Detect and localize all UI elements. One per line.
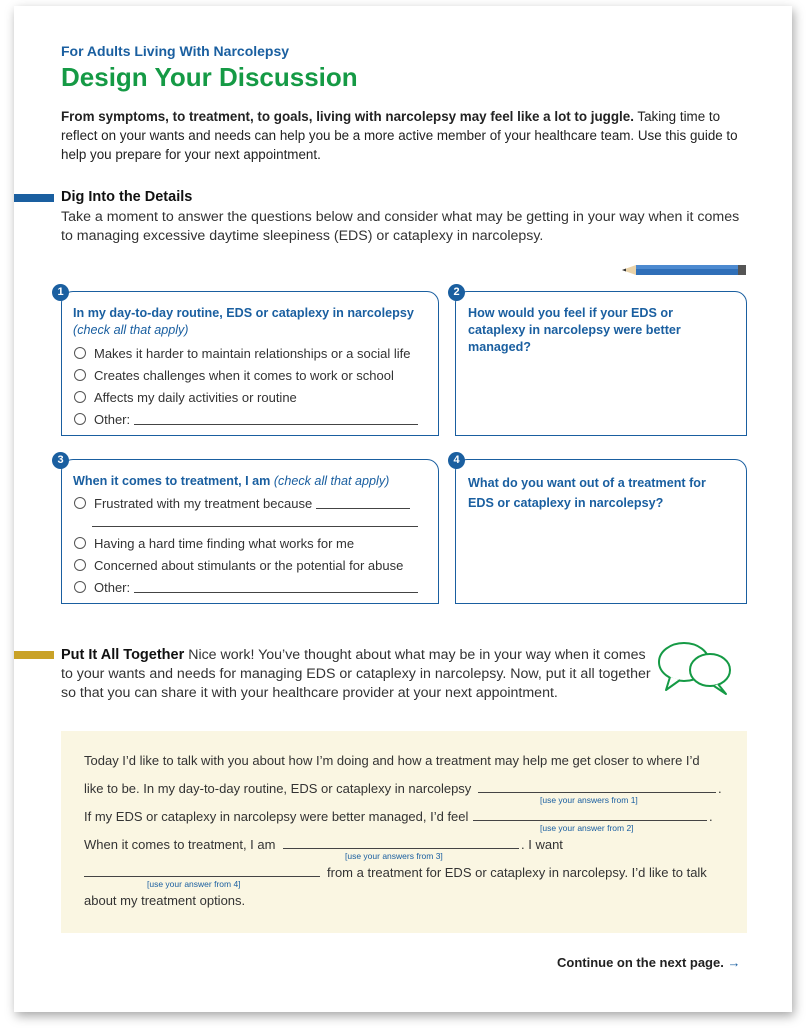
script-line-2: like to be. In my day-to-day routine, EDS or cataplexy in narcolepsy (84, 781, 472, 796)
radio-icon[interactable] (74, 369, 86, 381)
hint-4: [use your answer from 4] (147, 879, 241, 889)
q3-option[interactable] (74, 554, 424, 576)
intro-bold: From symptoms, to treatment, to goals, living with narcolepsy may feel like a lot to juggle. (61, 109, 634, 124)
radio-icon[interactable] (74, 581, 86, 593)
q3-option[interactable] (74, 492, 424, 514)
hint-3: [use your answers from 3] (345, 851, 443, 861)
arrow-right-icon: → (727, 955, 741, 970)
q3-option[interactable] (74, 532, 424, 554)
write-in-line[interactable] (134, 424, 418, 425)
q3-option-label: Concerned about stimulants or the potential for abuse (94, 557, 404, 573)
intro-text: Taking time to reflect on your wants and needs can help you be a more active member of your healthcare team. Use this guide to help you prepare for your next appointment. (61, 109, 738, 162)
script-line-1: Today I’d like to talk with you about how I’m doing and how a treatment may help me get closer to where I’d (84, 753, 700, 768)
pencil-icon (622, 264, 748, 276)
q1-option-label: Makes it harder to maintain relationships or a social life (94, 345, 411, 361)
eyebrow: For Adults Living With Narcolepsy (61, 43, 290, 59)
together-body: Nice work! You’ve thought about what may be in your way when it comes to your wants and needs for managing EDS or cataplexy in narcolepsy. Now, put it all together so that you can share it with your healthcare provider at your next appointment. (61, 647, 651, 701)
write-in-line[interactable] (134, 592, 418, 593)
write-in-line[interactable] (92, 526, 418, 527)
together-heading: Put It All Together (61, 647, 185, 663)
section-bar-blue (14, 194, 54, 202)
blank-answer-3[interactable] (283, 848, 519, 849)
question-3-number: 3 (52, 452, 69, 469)
question-3-title (73, 473, 433, 490)
script-line-3: If my EDS or cataplexy in narcolepsy were better managed, I’d feel (84, 809, 469, 824)
q3-option-label: Having a hard time finding what works for me (94, 535, 355, 551)
radio-icon[interactable] (74, 347, 86, 359)
question-3-title-note: (check all that apply) (273, 474, 390, 488)
question-4-title: What do you want out of a treatment for EDS or cataplexy in narcolepsy? (468, 476, 706, 510)
dig-body: Take a moment to answer the questions below and consider what may be getting in your way when it comes to managing excessive daytime sleepiness (EDS) or cataplexy in narcolepsy. (61, 209, 740, 244)
script-line-4b: . I want (521, 837, 563, 852)
radio-icon[interactable] (74, 391, 86, 403)
continue-link[interactable] (557, 955, 740, 970)
q1-option-label: Other: (94, 411, 131, 427)
script-line-6: about my treatment options. (84, 893, 246, 908)
dig-heading: Dig Into the Details (61, 189, 193, 205)
continue-label: Continue on the next page. (557, 955, 724, 970)
page-title: Design Your Discussion (61, 62, 358, 92)
blank-answer-2[interactable] (473, 820, 707, 821)
question-1-title-text: In my day-to-day routine, EDS or cataplexy in narcolepsy (73, 306, 414, 320)
speech-bubbles-icon (656, 640, 734, 698)
q1-option-label: Creates challenges when it comes to work or school (94, 367, 394, 383)
blank-answer-4[interactable] (84, 876, 320, 877)
together-paragraph (61, 646, 651, 703)
question-1-title-note: (check all that apply) (73, 323, 189, 337)
hint-2: [use your answer from 2] (540, 823, 634, 833)
radio-icon[interactable] (74, 413, 86, 425)
radio-icon[interactable] (74, 537, 86, 549)
q3-option-label: Frustrated with my treatment because (94, 495, 313, 511)
question-3-title-text: When it comes to treatment, I am (73, 474, 271, 488)
question-1-options (74, 342, 424, 430)
question-3-options (74, 492, 424, 514)
radio-icon[interactable] (74, 559, 86, 571)
q1-option-label: Affects my daily activities or routine (94, 389, 297, 405)
hint-1: [use your answers from 1] (540, 795, 638, 805)
q1-option[interactable] (74, 364, 424, 386)
q1-option[interactable] (74, 386, 424, 408)
question-1-title (73, 305, 433, 339)
question-2-title: How would you feel if your EDS or cataplexy in narcolepsy were better managed? (468, 306, 681, 354)
script-line-4a: When it comes to treatment, I am (84, 837, 276, 852)
intro-paragraph (61, 107, 751, 164)
question-4-number: 4 (448, 452, 465, 469)
question-2-number: 2 (448, 284, 465, 301)
script-line-5: from a treatment for EDS or cataplexy in narcolepsy. I’d like to talk (327, 865, 707, 880)
radio-icon[interactable] (74, 497, 86, 509)
write-in-line[interactable] (316, 508, 410, 509)
q1-option[interactable] (74, 342, 424, 364)
question-3-options-cont (74, 532, 424, 598)
period-2: . (709, 809, 713, 824)
blank-answer-1[interactable] (478, 792, 716, 793)
q3-option-label: Other: (94, 579, 131, 595)
q1-option[interactable] (74, 408, 424, 430)
question-1-number: 1 (52, 284, 69, 301)
period-1: . (718, 781, 722, 796)
section-bar-gold (14, 651, 54, 659)
q3-option[interactable] (74, 576, 424, 598)
